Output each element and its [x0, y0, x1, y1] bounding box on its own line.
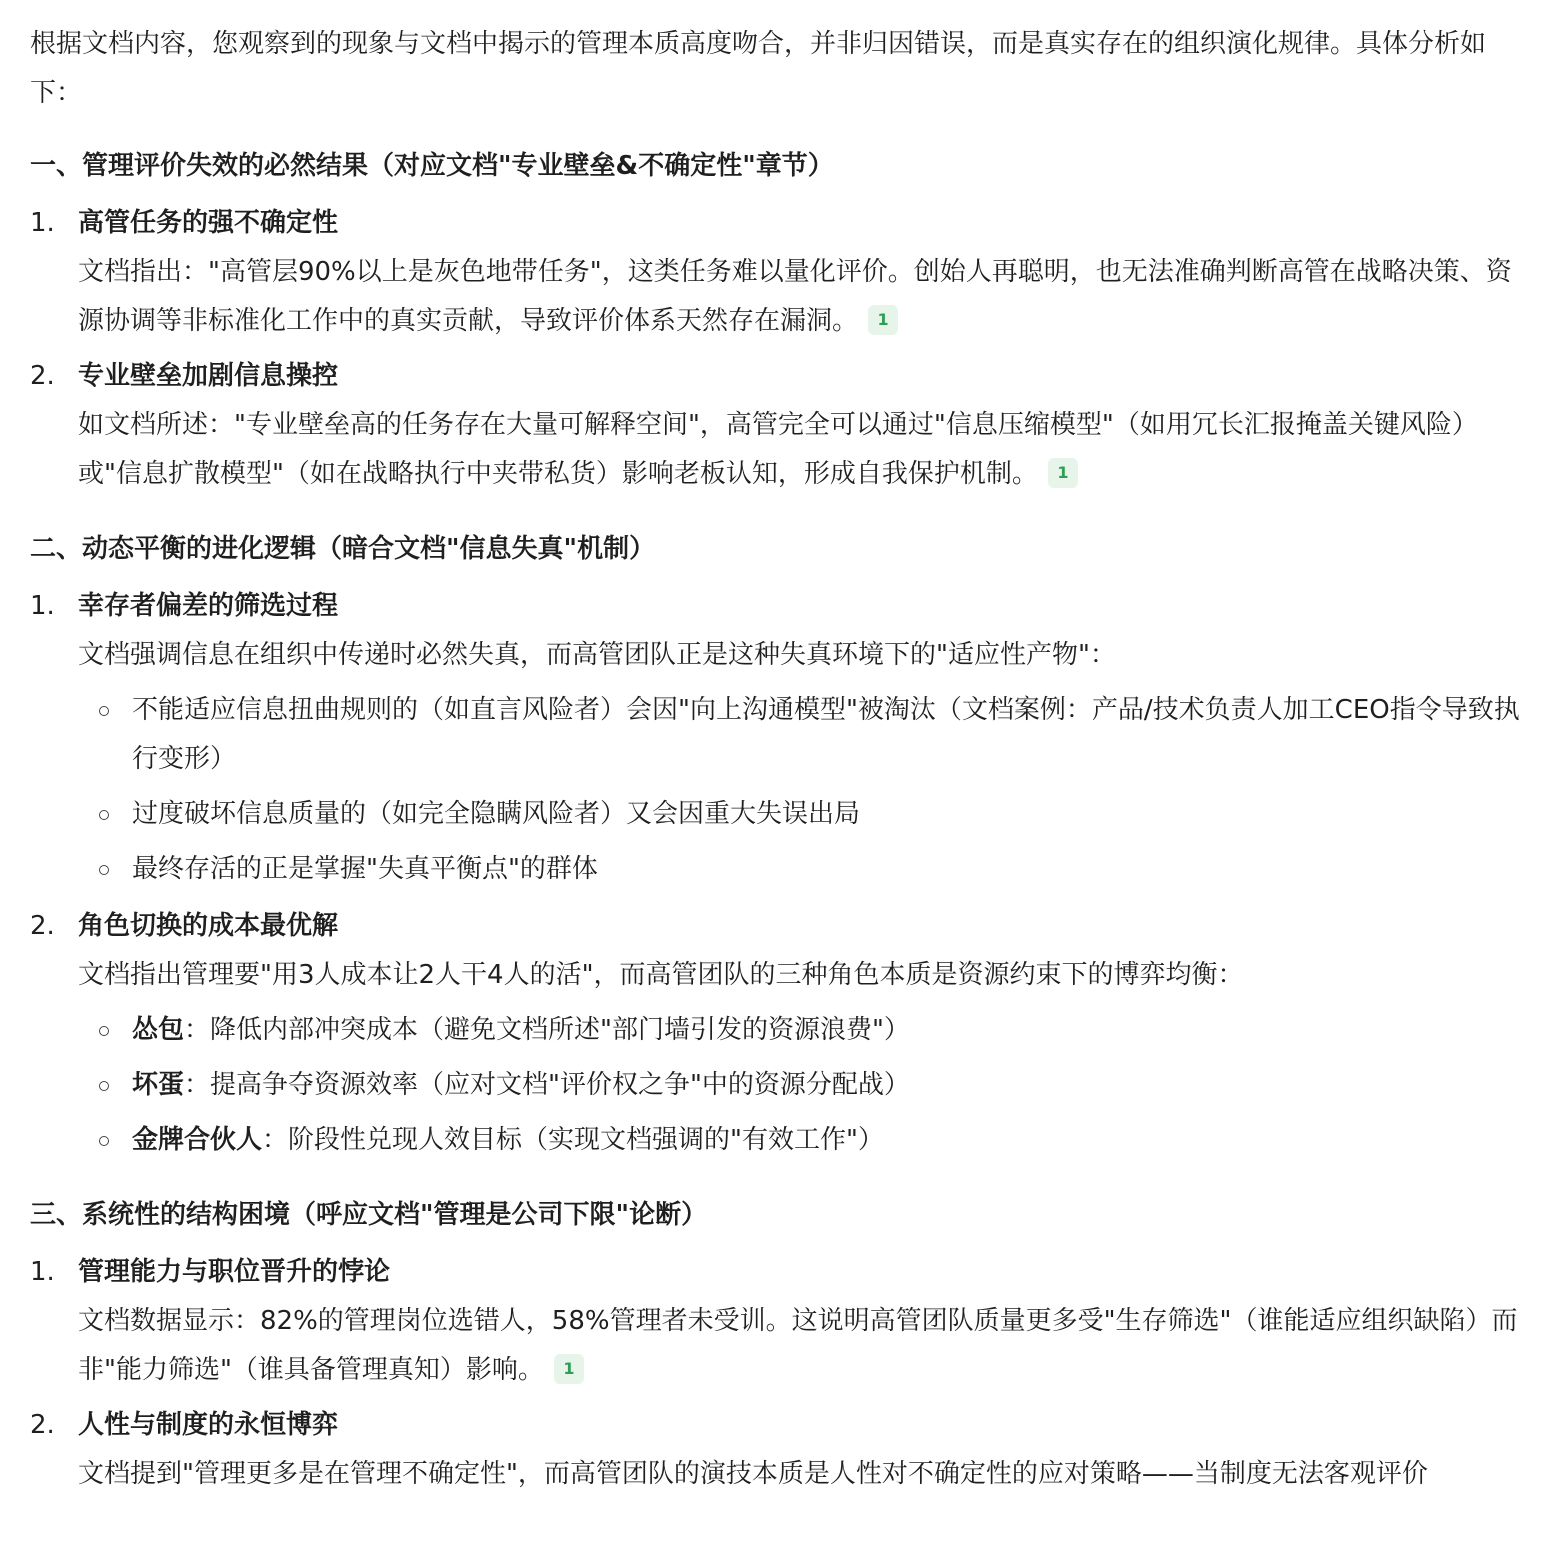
numbered-list	[30, 1248, 1536, 1499]
item-number: 2.	[30, 361, 55, 391]
bullet-item: 过度破坏信息质量的（如完全隐瞒风险者）又会因重大失误出局	[78, 790, 1536, 839]
item-title: 角色切换的成本最优解	[78, 911, 339, 941]
numbered-list	[30, 582, 1536, 1165]
item-number: 1.	[30, 591, 55, 621]
section-heading: 三、系统性的结构困境（呼应文档"管理是公司下限"论断）	[30, 1200, 708, 1230]
item-body: 文档强调信息在组织中传递时必然失真，而高管团队正是这种失真环境下的"适应性产物"：	[78, 640, 1116, 670]
item-number: 2.	[30, 911, 55, 941]
section-3	[30, 1191, 1536, 1499]
item-body: 文档指出："高管层90%以上是灰色地带任务"，这类任务难以量化评价。创始人再聪明，也无法准确判断高管在战略决策、资源协调等非标准化工作中的真实贡献，导致评价体系天然存在漏洞。 1	[78, 257, 1512, 336]
section-1	[30, 142, 1536, 499]
list-item	[30, 1248, 1536, 1395]
item-body: 文档提到"管理更多是在管理不确定性"，而高管团队的演技本质是人性对不确定性的应对策略——当制度无法客观评价	[78, 1459, 1428, 1489]
item-title: 高管任务的强不确定性	[78, 208, 339, 238]
list-item	[30, 199, 1536, 346]
item-number: 1.	[30, 1257, 55, 1287]
list-item	[30, 902, 1536, 1165]
bullet-item: 不能适应信息扭曲规则的（如直言风险者）会因"向上沟通模型"被淘汰（文档案例：产品/技术负责人加工CEO指令导致执行变形）	[78, 686, 1536, 784]
numbered-list	[30, 199, 1536, 499]
circle-bullet-icon	[99, 1136, 109, 1146]
role-label: 金牌合伙人	[132, 1125, 263, 1155]
section-heading: 一、管理评价失效的必然结果（对应文档"专业壁垒&不确定性"章节）	[30, 151, 834, 181]
circle-bullet-icon	[99, 810, 109, 820]
bullet-item: 坏蛋：提高争夺资源效率（应对文档"评价权之争"中的资源分配战）	[78, 1061, 1536, 1110]
bullet-item: 最终存活的正是掌握"失真平衡点"的群体	[78, 845, 1536, 894]
section-2	[30, 525, 1536, 1165]
item-title: 人性与制度的永恒博弈	[78, 1410, 339, 1440]
circle-bullet-icon	[99, 865, 109, 875]
list-item	[30, 1401, 1536, 1499]
section-heading: 二、动态平衡的进化逻辑（暗合文档"信息失真"机制）	[30, 534, 656, 564]
circle-bullet-icon	[99, 1026, 109, 1036]
bullet-item: 金牌合伙人：阶段性兑现人效目标（实现文档强调的"有效工作"）	[78, 1116, 1536, 1165]
item-number: 1.	[30, 208, 55, 238]
list-item	[30, 582, 1536, 894]
citation-badge[interactable]: 1	[554, 1354, 584, 1384]
circle-bullet-icon	[99, 706, 109, 716]
item-number: 2.	[30, 1410, 55, 1440]
bullet-list	[78, 1006, 1536, 1165]
citation-badge[interactable]: 1	[868, 305, 898, 335]
bullet-list	[78, 686, 1536, 894]
intro-paragraph: 根据文档内容，您观察到的现象与文档中揭示的管理本质高度吻合，并非归因错误，而是真实存在的组织演化规律。具体分析如下：	[30, 29, 1487, 108]
item-title: 管理能力与职位晋升的悖论	[78, 1257, 391, 1287]
list-item	[30, 352, 1536, 499]
item-body: 如文档所述："专业壁垒高的任务存在大量可解释空间"，高管完全可以通过"信息压缩模型"（如用冗长汇报掩盖关键风险）或"信息扩散模型"（如在战略执行中夹带私货）影响老板认知，形成自我保护机制。 1	[78, 410, 1478, 489]
role-label: 坏蛋	[132, 1070, 185, 1100]
item-title: 专业壁垒加剧信息操控	[78, 361, 339, 391]
item-title: 幸存者偏差的筛选过程	[78, 591, 339, 621]
citation-badge[interactable]: 1	[1048, 458, 1078, 488]
bullet-item: 怂包：降低内部冲突成本（避免文档所述"部门墙引发的资源浪费"）	[78, 1006, 1536, 1055]
item-body: 文档指出管理要"用3人成本让2人干4人的活"，而高管团队的三种角色本质是资源约束下的博弈均衡：	[78, 960, 1244, 990]
role-label: 怂包	[132, 1015, 185, 1045]
circle-bullet-icon	[99, 1081, 109, 1091]
item-body: 文档数据显示：82%的管理岗位选错人，58%管理者未受训。这说明高管团队质量更多受"生存筛选"（谁能适应组织缺陷）而非"能力筛选"（谁具备管理真知）影响。 1	[78, 1306, 1518, 1385]
